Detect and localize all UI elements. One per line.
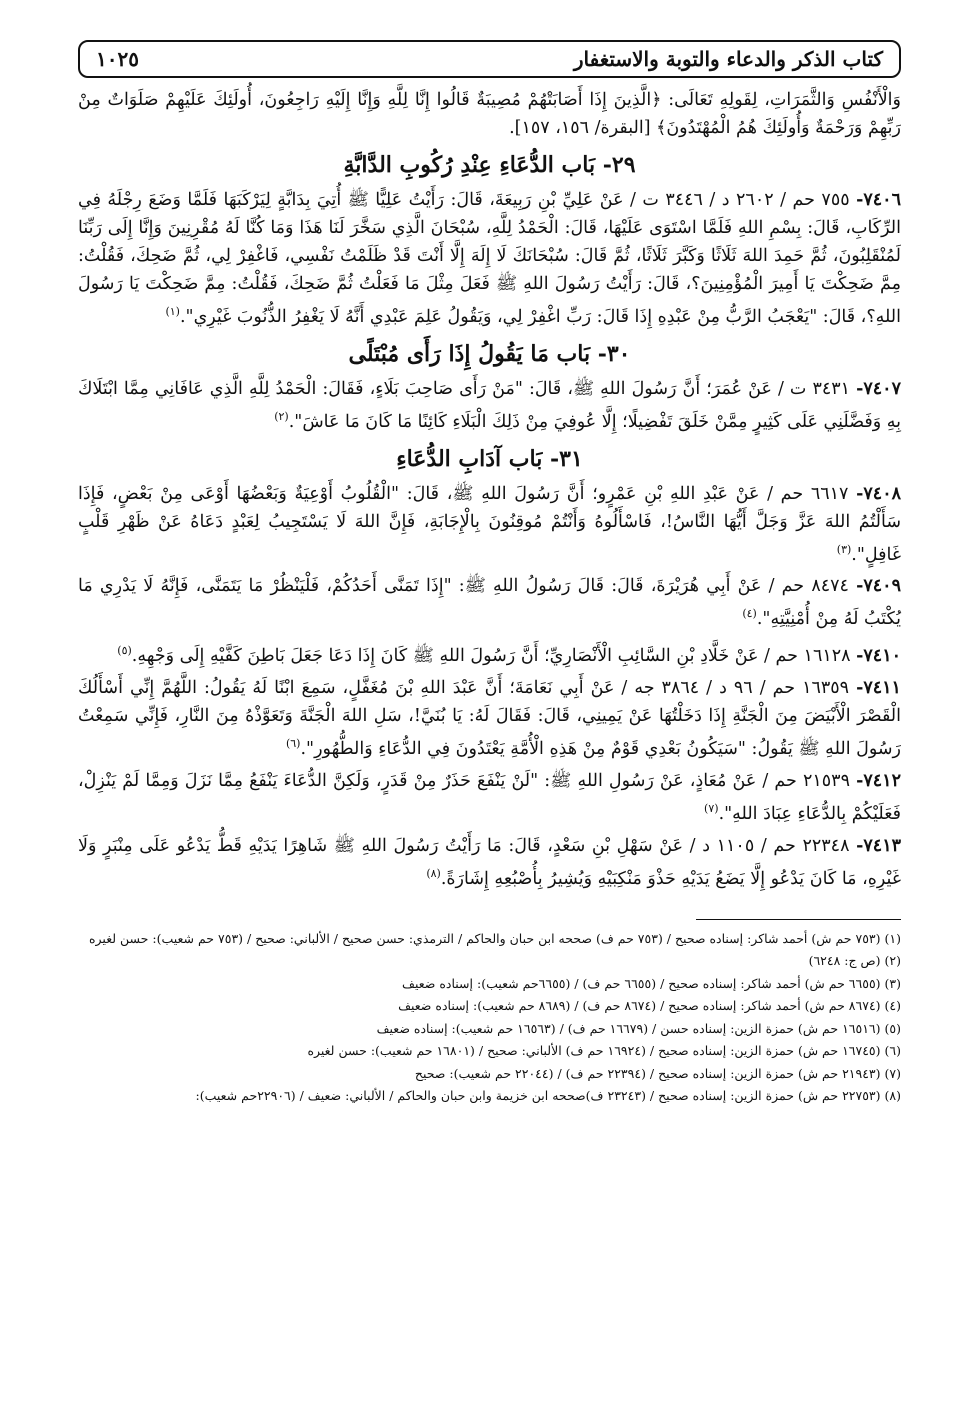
main-text (78, 86, 901, 893)
footnote: (٧) (٢١٩٤٣ حم ش) حمزة الزين: إسناده صحيح / (٢٢٣٩٤ حم ف) / (٢٢٠٤٤ حم شعيب): صحيح (414, 1065, 901, 1081)
hadith-number: ٧٤٠٧- (856, 378, 901, 399)
footnote-reference[interactable]: (٢) (274, 409, 289, 423)
footnote: (٤) (٨٦٧٤ حم ش) أحمد شاكر: إسناده صحيح / (٨٦٧٤ حم ف) / (٨٦٨٩ حم شعيب): إسناده ضعيف (398, 998, 901, 1014)
running-header (78, 40, 901, 78)
chapter-heading: ٢٩- بَاب الدُّعَاءِ عِنْدِ رُكُوبِ الدَّابَّةِ (343, 152, 636, 178)
footnote-separator (696, 919, 901, 920)
footnote-reference[interactable]: (٨) (426, 866, 441, 880)
hadith-text: ٧٥٥ حم / ٢٦٠٢ د / ٣٤٤٦ ت / عَنْ عَلِيِّ بْنِ رَبِيعَةَ، قَالَ: رَأَيْتُ عَلِيًّا ﷺ أُتِيَ بِدَابَّةٍ لِيَرْكَبَهَا فَلَمَّا وَضَعَ رِجْلَهُ فِي الرِّكَابِ، قَالَ: بِسْمِ اللهِ فَلَمَّا اسْتَوَى عَلَيْهَا، قَالَ: الْحَمْدُ لِلَّهِ، سُبْحَانَ الَّذِي سَخَّرَ لَنَا هَذَا وَمَا كُنَّا لَهُ مُقْرِنِينَ وَإِنَّا إِلَى رَبِّنَا لَمُنْقَلِبُونَ، ثُمَّ حَمِدَ اللهَ ثَلَاثًا وَكَبَّرَ ثَلَاثًا، ثُمَّ قَالَ: سُبْحَانَكَ لَا إِلَهَ إِلَّا أَنْتَ قَدْ ظَلَمْتُ نَفْسِي، فَاغْفِرْ لِي، ثُمَّ ضَحِكَ، فَقُلْتُ: مِمَّ ضَحِكْتَ يَا أَمِيرَ الْمُؤْمِنِينَ؟، قَالَ: رَأَيْتُ رَسُولَ اللهِ ﷺ فَعَلَ مِثْلَ مَا فَعَلْتُ ثُمَّ ضَحِكَ، فَقُلْتُ: مِمَّ ضَحِكْتَ يَا رَسُولَ اللهِ؟، قَالَ: "يَعْجَبُ الرَّبُّ مِنْ عَبْدِهِ إِذَا قَالَ: رَبِّ اغْفِرْ لِي، وَيَقُولُ عَلِمَ عَبْدِي أَنَّهُ لَا يَغْفِرُ الذُّنُوبَ غَيْرِي". (78, 190, 901, 327)
hadith-text: ٦٦١٧ حم / عَنْ عَبْدِ اللهِ بْنِ عَمْرٍو؛ أَنَّ رَسُولَ اللهِ ﷺ، قَالَ: "الْقُلُوبُ أَوْعِيَةٌ وَبَعْضُهَا أَوْعَى مِنْ بَعْضٍ، فَإِذَا سَأَلْتُمُ اللهَ عَزَّ وَجَلَّ أَيُّهَا النَّاسُ!، فَاسْأَلُوهُ وَأَنْتُمْ مُوقِنُونَ بِالْإِجَابَةِ، فَإِنَّ اللهَ لَا يَسْتَجِيبُ لِعَبْدٍ دَعَاهُ عَنْ ظَهْرِ قَلْبٍ غَافِلٍ". (78, 483, 901, 565)
hadith-text: ١٦٣٥٩ حم / ٩٦ د / ٣٨٦٤ جه / عَنْ أَبِي نَعَامَةَ؛ أَنَّ عَبْدَ اللهِ بْنَ مُغَفَّلٍ، سَمِعَ ابْنًا لَهُ يَقُولُ: اللَّهُمَّ إِنِّي أَسْأَلُكَ الْقَصْرَ الْأَبْيَضَ مِنَ الْجَنَّةِ إِذَا دَخَلْتُهَا عَنْ يَمِينِي، قَالَ: فَقَالَ لَهُ: يَا بُنَيَّ!، سَلِ اللهَ الْجَنَّةَ وَتَعَوَّذْهُ مِنَ النَّارِ، فَإِنِّي سَمِعْتُ رَسُولَ اللهِ ﷺ يَقُولُ: "سَيَكُونُ بَعْدِي قَوْمٌ مِنْ هَذِهِ الْأُمَّةِ يَعْتَدُونَ فِي الدُّعَاءِ وَالطُّهُورِ". (78, 678, 901, 759)
hadith-number: ٧٤١٢- (856, 770, 901, 791)
hadith-paragraph (78, 674, 901, 763)
footnote-reference[interactable]: (٥) (117, 644, 132, 658)
page-number: ١٠٢٥ (96, 47, 139, 71)
hadith-text: ٢٢٣٤٨ حم / ١١٠٥ د / عَنْ سَهْلِ بْنِ سَعْدٍ، قَالَ: مَا رَأَيْتُ رَسُولَ اللهِ ﷺ شَاهِرًا يَدَيْهِ قَطُّ يَدْعُو عَلَى مِنْبَرٍ وَلَا غَيْرِهِ، مَا كَانَ يَدْعُو إِلَّا يَضَعُ يَدَيْهِ حَذْوَ مَنْكِبَيْهِ وَيُشِيرُ بِأُصْبُعِهِ إِشَارَةً. (78, 835, 901, 889)
footnote: (٥) (١٦٥١٦ حم ش) حمزة الزين: إسناده حسن / (١٦٦٧٩ حم ف) / (١٦٥٦٣ حم شعيب): إسناده ضعيف (376, 1020, 901, 1036)
book-title: كتاب الذكر والدعاء والتوبة والاستغفار (573, 47, 883, 71)
hadith-number: ٧٤١٣- (856, 835, 901, 856)
footnote-reference[interactable]: (٣) (836, 542, 852, 556)
footnote: (٣) (٦٦٥٥ حم ش) أحمد شاكر: إسناده صحيح / (٦٦٥٥ حم ف) / (٦٦٥٥حم شعيب): إسناده ضعيف (402, 975, 901, 991)
chapter-heading: ٣٠- بَاب مَا يَقُولُ إِذَا رَأَى مُبْتَلًى (348, 340, 631, 367)
hadith-paragraph (78, 186, 901, 331)
hadith-paragraph (78, 480, 901, 569)
hadith-number: ٧٤١٠- (856, 646, 901, 667)
hadith-number: ٧٤١١- (856, 678, 901, 699)
hadith-paragraph (78, 375, 901, 436)
hadith-text: ٢١٥٣٩ حم / عَنْ مُعَاذٍ، عَنْ رَسُولِ اللهِ ﷺ: "لَنْ يَنْفَعَ حَذَرٌ مِنْ قَدَرٍ، وَلَكِنَّ الدُّعَاءَ يَنْفَعُ مِمَّا نَزَلَ وَمِمَّا لَمْ يَنْزِلْ، فَعَلَيْكُمْ بِالدُّعَاءِ عِبَادَ اللهِ". (78, 770, 901, 824)
hadith-number: ٧٤٠٩- (856, 576, 901, 597)
hadith-number: ٧٤٠٦- (856, 190, 901, 210)
hadith-paragraph (78, 637, 901, 670)
chapter-heading: ٣١- بَاب آدَابِ الدُّعَاءِ (396, 445, 583, 472)
intro-paragraph: وَالْأَنْفُسِ وَالثَّمَرَاتِ، لِقَولِهِ تَعَالَى: ﴿الَّذِينَ إِذَا أَصَابَتْهُمْ مُصِيبَةٌ قَالُوا إِنَّا لِلَّهِ وَإِنَّا إِلَيْهِ رَاجِعُونَ، أُولَئِكَ عَلَيْهِمْ صَلَوَاتٌ مِنْ رَبِّهِمْ وَرَحْمَةٌ وَأُولَئِكَ هُمُ الْمُهْتَدُونَ﴾ [البقرة/ ١٥٦، ١٥٧]. (78, 90, 901, 138)
hadith-text: ٣٤٣١ ت / عَنْ عُمَرَ؛ أَنَّ رَسُولَ اللهِ ﷺ، قَالَ: "مَنْ رَأَى صَاحِبَ بَلَاءٍ، فَقَالَ: الْحَمْدُ لِلَّهِ الَّذِي عَافَانِي مِمَّا ابْتَلَاكَ بِهِ وَفَضَّلَنِي عَلَى كَثِيرٍ مِمَّنْ خَلَقَ تَفْضِيلًا؛ إِلَّا عُوفِيَ مِنْ ذَلِكَ الْبَلَاءِ كَائِنًا مَا كَانَ مَا عَاشَ". (78, 378, 901, 432)
footnote-reference[interactable]: (٤) (742, 607, 757, 621)
hadith-text: ١٦١٢٨ حم / عَنْ خَلَّادِ بْنِ السَّائِبِ الْأَنْصَارِيِّ؛ أَنَّ رَسُولَ اللهِ ﷺ كَانَ إِذَا دَعَا جَعَلَ بَاطِنَ كَفَّيْهِ إِلَى وَجْهِهِ. (131, 646, 851, 667)
hadith-text: ٨٤٧٤ حم / عَنْ أَبِي هُرَيْرَةَ، قَالَ: قَالَ رَسُولُ اللهِ ﷺ: "إِذَا تَمَنَّى أَحَدُكُمْ، فَلْيَنْظُرْ مَا يَتَمَنَّى، فَإِنَّهُ لَا يَدْرِي مَا يُكْتَبُ لَهُ مِنْ أُمْنِيَّتِهِ". (78, 576, 901, 630)
hadith-paragraph (78, 767, 901, 828)
hadith-number: ٧٤٠٨- (856, 483, 901, 504)
footnote: (١) (٧٥٣ حم ش) أحمد شاكر: إسناده صحيح / (٧٥٣ حم ف) صححه ابن حبان والحاكم / الترمذي: حسن صحيح / الألباني: صحيح / (٧٥٣ حم شعيب): حسن لغيره (88, 930, 901, 946)
footnote: (٨) (٢٢٧٥٣ حم ش) حمزة الزين: إسناده صحيح / (٢٣٢٤٣ ف)صححه ابن خزيمة وابن حبان والحاكم / الألباني: ضعيف / (٢٢٩٠٦حم شعيب): (195, 1088, 901, 1104)
footnote-reference[interactable]: (١) (165, 305, 180, 318)
hadith-paragraph (78, 832, 901, 893)
footnote-reference[interactable]: (٦) (285, 737, 301, 751)
footnote-reference[interactable]: (٧) (704, 801, 719, 815)
hadith-paragraph (78, 572, 901, 633)
footnotes (78, 928, 901, 1108)
footnote: (٢) (ص ج: ٦٢٤٨) (808, 953, 901, 969)
footnote: (٦) (١٦٧٤٥ حم ش) حمزة الزين: إسناده صحيح / (١٦٩٢٤ حم ف) الألباني: صحيح / (١٦٨٠١ حم شعيب): حسن لغيره (307, 1043, 901, 1059)
